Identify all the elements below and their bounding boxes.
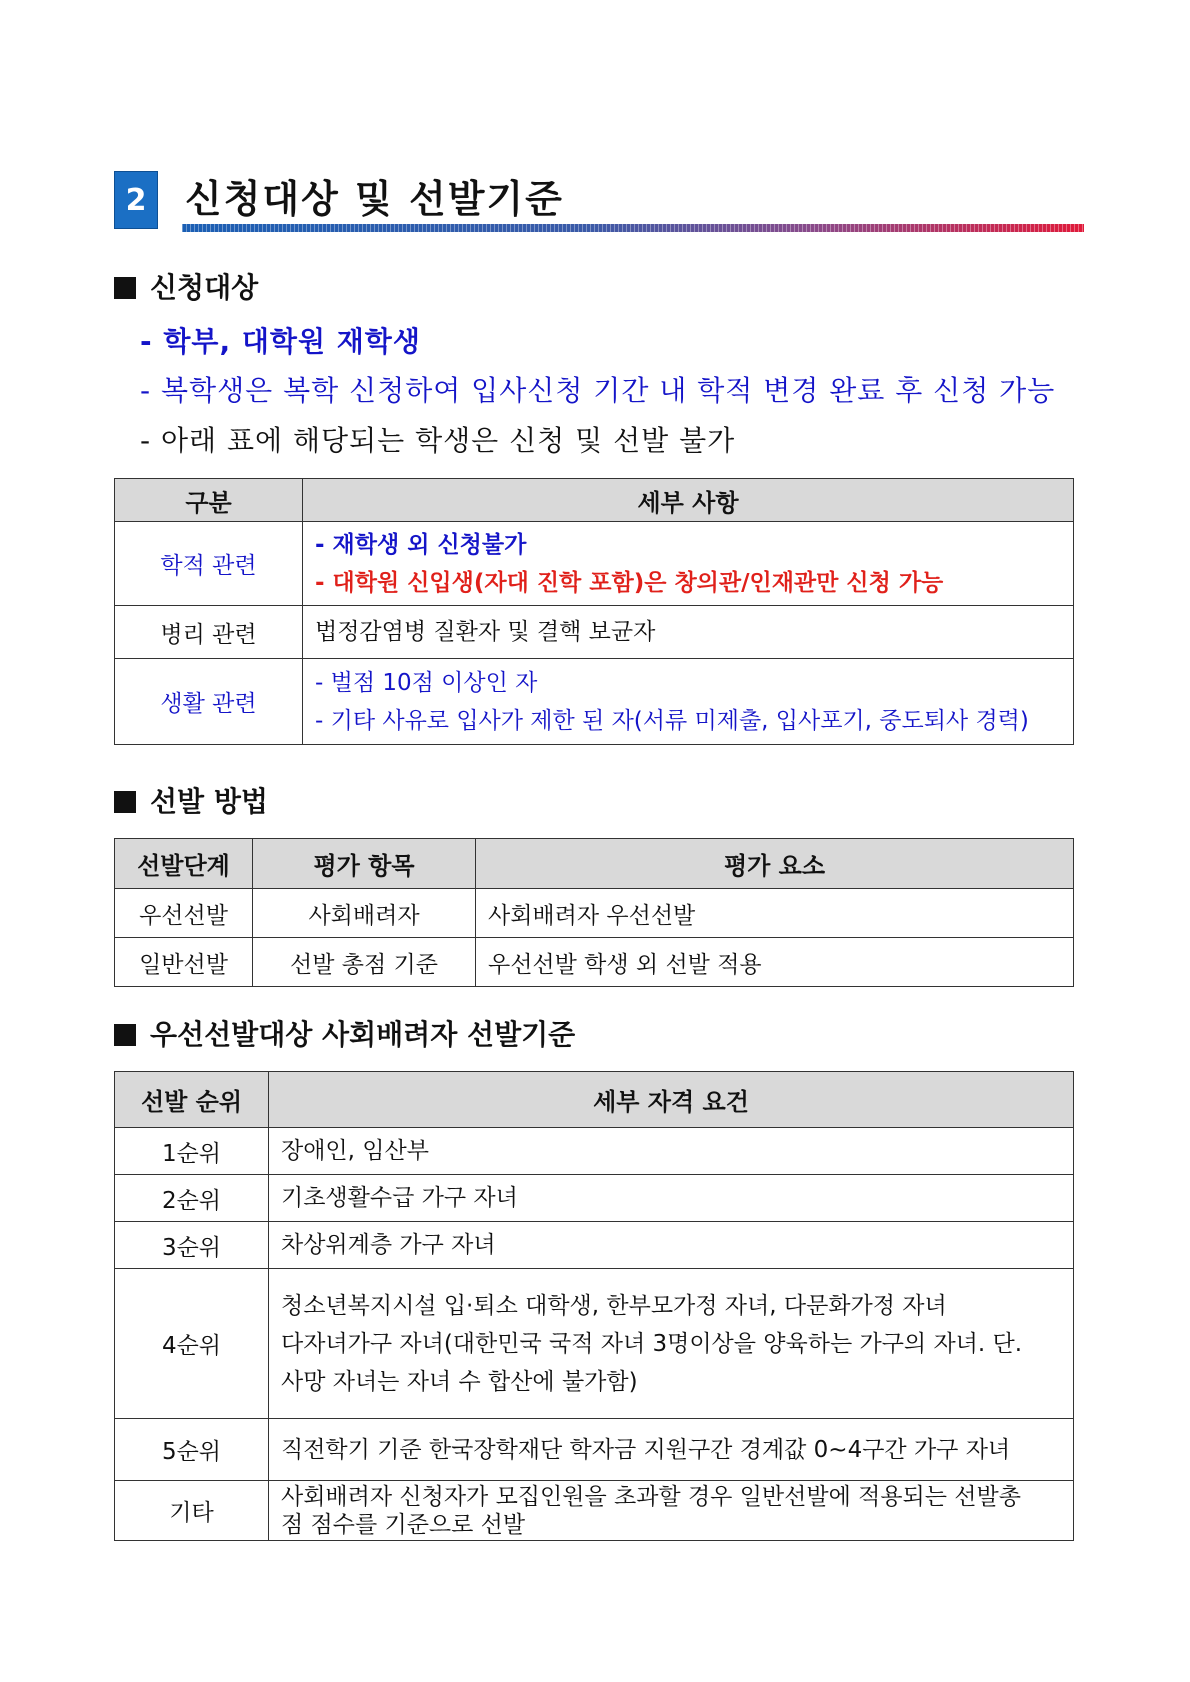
element-cell: 우선선발 학생 외 선발 적용	[476, 938, 1074, 987]
details-cell	[269, 1222, 1074, 1269]
section-number-badge: 2	[114, 171, 158, 229]
rank-cell: 1순위	[115, 1128, 269, 1175]
table-row	[115, 1269, 1074, 1419]
table-row	[115, 938, 1074, 987]
section-gradient-bar	[182, 224, 1084, 232]
eligibility-bullet-2: - 복학생은 복학 신청하여 입사신청 기간 내 학적 변경 완료 후 신청 가능	[140, 374, 1056, 407]
criteria-cell: 사회배려자	[253, 889, 476, 938]
details-cell	[269, 1128, 1074, 1175]
criteria-cell: 선발 총점 기준	[253, 938, 476, 987]
square-bullet-icon	[114, 1024, 136, 1046]
eligibility-bullet-3: - 아래 표에 해당되는 학생은 신청 및 선발 불가	[140, 424, 736, 457]
detail-line: 사망 자녀는 자녀 수 합산에 불가함)	[281, 1368, 638, 1395]
rank-cell: 5순위	[115, 1419, 269, 1481]
table-header-cell: 세부 사항	[303, 479, 1074, 522]
detail-line: 점 점수를 기준으로 선발	[281, 1511, 526, 1538]
detail-line: - 대학원 신입생(자대 진학 포함)은 창의관/인재관만 신청 가능	[315, 569, 944, 596]
detail-line: 차상위계층 가구 자녀	[281, 1232, 496, 1258]
rank-cell: 기타	[115, 1481, 269, 1541]
table-header-cell: 선발 순위	[115, 1072, 269, 1128]
table-row	[115, 659, 1074, 745]
table-header-row	[115, 1072, 1074, 1128]
detail-line: 다자녀가구 자녀(대한민국 국적 자녀 3명이상을 양육하는 가구의 자녀. 단.	[281, 1330, 1023, 1357]
detail-line: 법정감염병 질환자 및 결핵 보균자	[315, 619, 656, 645]
table-header-row	[115, 479, 1074, 522]
details-cell	[269, 1269, 1074, 1419]
details-cell	[303, 659, 1074, 745]
square-bullet-icon	[114, 791, 136, 813]
method-table	[114, 838, 1074, 987]
table-row	[115, 522, 1074, 606]
method-heading: 선발 방법	[114, 780, 268, 820]
table-row	[115, 1222, 1074, 1269]
detail-line: - 기타 사유로 입사가 제한 된 자(서류 미제출, 입사포기, 중도퇴사 경력)	[315, 707, 1029, 734]
detail-line: - 재학생 외 신청불가	[315, 531, 527, 558]
detail-line: - 벌점 10점 이상인 자	[315, 669, 538, 696]
eligibility-bullet-1: - 학부, 대학원 재학생	[140, 325, 421, 358]
table-row	[115, 606, 1074, 659]
detail-line: 청소년복지시설 입·퇴소 대학생, 한부모가정 자녀, 다문화가정 자녀	[281, 1292, 947, 1319]
details-cell	[269, 1419, 1074, 1481]
table-header-cell: 평가 요소	[476, 839, 1074, 889]
table-header-cell: 구분	[115, 479, 303, 522]
priority-heading: 우선선발대상 사회배려자 선발기준	[114, 1013, 575, 1053]
table-header-row	[115, 839, 1074, 889]
section-title: 신청대상 및 선발기준	[185, 177, 564, 221]
detail-line: 사회배려자 신청자가 모집인원을 초과할 경우 일반선발에 적용되는 선발총	[281, 1483, 1021, 1510]
details-cell	[269, 1175, 1074, 1222]
table-row	[115, 889, 1074, 938]
eligibility-heading: 신청대상	[114, 266, 258, 306]
table-row	[115, 1481, 1074, 1541]
detail-line: 기초생활수급 가구 자녀	[281, 1185, 518, 1211]
details-cell	[303, 522, 1074, 606]
details-cell	[269, 1481, 1074, 1541]
eligibility-table	[114, 478, 1074, 745]
stage-cell: 우선선발	[115, 889, 253, 938]
detail-line: 장애인, 임산부	[281, 1138, 429, 1164]
table-header-cell: 선발단계	[115, 839, 253, 889]
rank-cell: 3순위	[115, 1222, 269, 1269]
table-row	[115, 1175, 1074, 1222]
category-cell: 병리 관련	[115, 606, 303, 659]
stage-cell: 일반선발	[115, 938, 253, 987]
category-cell: 학적 관련	[115, 522, 303, 606]
square-bullet-icon	[114, 277, 136, 299]
rank-cell: 4순위	[115, 1269, 269, 1419]
table-row	[115, 1419, 1074, 1481]
rank-cell: 2순위	[115, 1175, 269, 1222]
priority-table	[114, 1071, 1074, 1541]
table-row	[115, 1128, 1074, 1175]
table-header-cell: 세부 자격 요건	[269, 1072, 1074, 1128]
detail-line: 직전학기 기준 한국장학재단 학자금 지원구간 경계값 0~4구간 가구 자녀	[281, 1436, 1011, 1463]
element-cell: 사회배려자 우선선발	[476, 889, 1074, 938]
details-cell	[303, 606, 1074, 659]
table-header-cell: 평가 항목	[253, 839, 476, 889]
category-cell: 생활 관련	[115, 659, 303, 745]
